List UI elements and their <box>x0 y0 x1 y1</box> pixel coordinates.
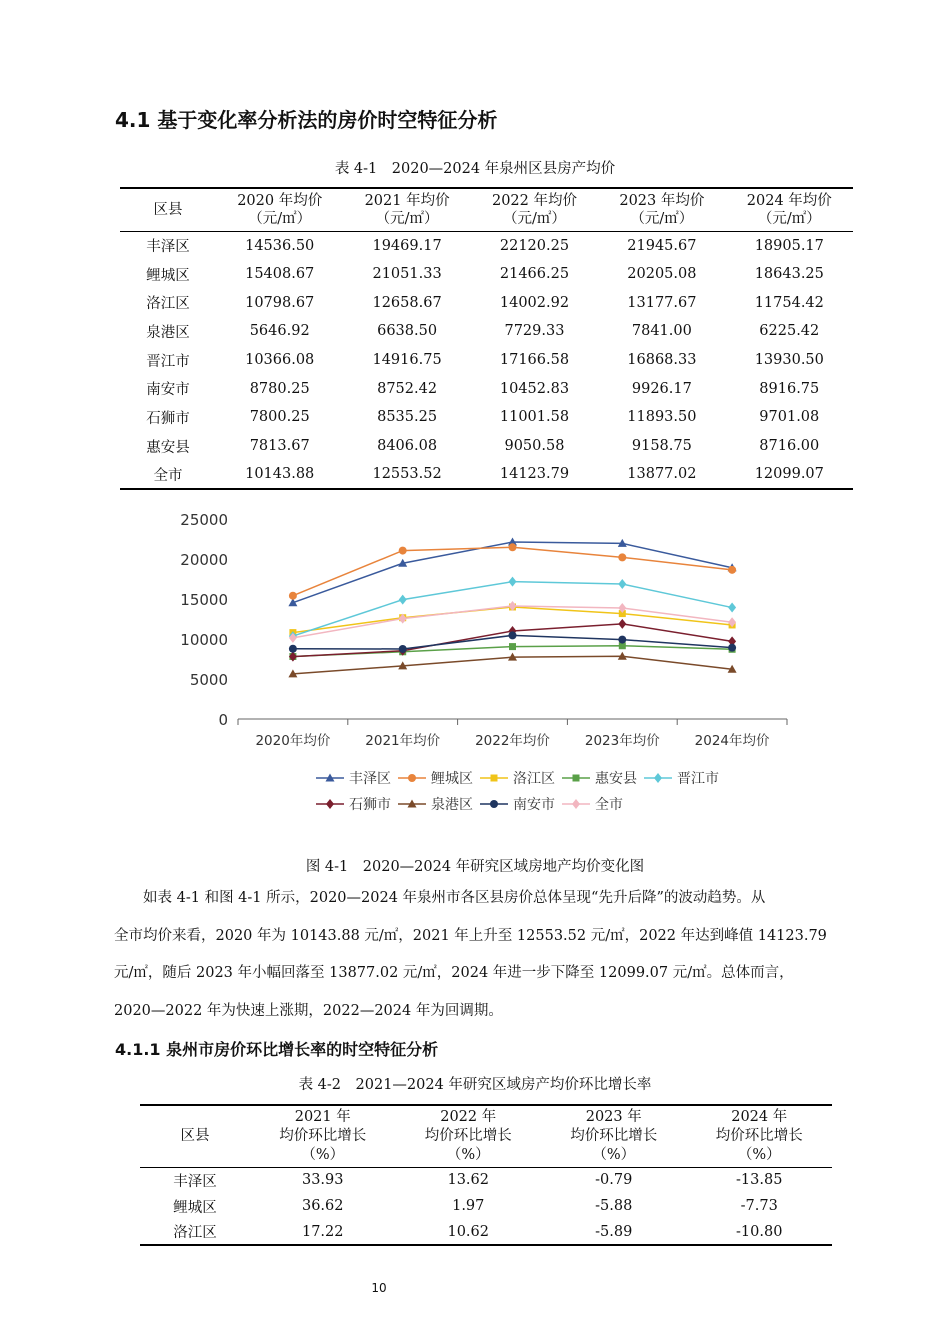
page-number: 10 <box>371 1281 387 1295</box>
y-tick-label: 25000 <box>180 511 228 529</box>
table1-header-2021: 2021 年均价 （元/㎡） <box>343 188 470 231</box>
data-point <box>509 543 517 551</box>
data-point <box>399 645 407 653</box>
legend-label: 南安市 <box>513 797 555 813</box>
data-point <box>728 566 736 574</box>
paragraph-line: 元/㎡，随后 2023 年小幅回落至 13877.02 元/㎡，2024 年进一步下降至 12099.07 元/㎡。总体而言， <box>114 965 794 981</box>
data-point <box>399 547 407 555</box>
table-row: 惠安县 7813.67 8406.08 9050.58 9158.75 8716.00 <box>146 438 820 456</box>
x-tick-label: 2023年均价 <box>584 733 660 749</box>
y-tick-label: 20000 <box>180 551 228 569</box>
x-tick-label: 2021年均价 <box>365 733 441 749</box>
table-row: 丰泽区 33.93 13.62 -0.79 -13.85 <box>173 1172 783 1190</box>
paragraph-line: 全市均价来看，2020 年为 10143.88 元/㎡，2021 年上升至 12553.52 元/㎡，2022 年达到峰值 14123.79 <box>114 927 827 944</box>
legend-marker <box>572 799 580 809</box>
data-point <box>618 579 626 589</box>
legend-label: 惠安县 <box>595 771 637 787</box>
legend-label: 泉港区 <box>431 797 473 813</box>
data-point <box>618 553 626 561</box>
table-row: 洛江区 17.22 10.62 -5.89 -10.80 <box>173 1223 783 1241</box>
data-point <box>728 644 736 652</box>
legend-label: 鲤城区 <box>431 771 473 787</box>
paragraph-line: 2020—2022 年为快速上涨期，2022—2024 年为回调期。 <box>114 1002 503 1019</box>
table1-header-2023: 2023 年均价 （元/㎡） <box>598 188 725 231</box>
data-point <box>728 603 736 613</box>
subsection-title: 4.1.1 泉州市房价环比增长率的时空特征分析 <box>115 1040 439 1059</box>
legend-label: 晋江市 <box>677 771 719 787</box>
table-row: 石狮市 7800.25 8535.25 11001.58 11893.50 9701.08 <box>146 409 820 427</box>
table-row: 洛江区 10798.67 12658.67 14002.92 13177.67 11754.42 <box>146 294 824 313</box>
table1-header-district: 区县 <box>120 188 216 231</box>
legend-marker <box>491 775 498 782</box>
legend-marker <box>326 799 334 809</box>
table-row: 全市 10143.88 12553.52 14123.79 13877.02 12099.07 <box>153 466 824 484</box>
table2-header-2022: 2022 年 均价环比增长 （%） <box>396 1105 542 1167</box>
body-paragraph <box>114 880 860 1030</box>
table2-header-2024: 2024 年 均价环比增长 （%） <box>687 1105 833 1167</box>
y-tick-label: 5000 <box>189 671 228 689</box>
legend-label: 丰泽区 <box>349 771 391 787</box>
data-point <box>509 631 517 639</box>
table2-header-district: 区县 <box>140 1105 250 1167</box>
data-point <box>509 577 517 587</box>
table-row: 丰泽区 14536.50 19469.17 22120.25 21945.67 18905.17 <box>146 237 824 256</box>
legend-marker <box>654 773 662 783</box>
legend-label: 全市 <box>595 797 623 813</box>
y-tick-label: 10000 <box>180 631 228 649</box>
table1-header-2020: 2020 年均价 （元/㎡） <box>216 188 343 231</box>
x-tick-label: 2020年均价 <box>255 733 331 749</box>
x-tick-label: 2024年均价 <box>694 733 770 749</box>
table-row: 南安市 8780.25 8752.42 10452.83 9926.17 8916.75 <box>146 380 820 399</box>
table-row: 鲤城区 15408.67 21051.33 21466.25 20205.08 18643.25 <box>146 266 824 284</box>
legend-label: 洛江区 <box>513 771 555 787</box>
y-tick-label: 0 <box>218 711 228 729</box>
table2-caption: 表 4-2 2021—2024 年研究区域房产均价环比增长率 <box>298 1077 652 1093</box>
table1-caption: 表 4-1 2020—2024 年泉州区县房产均价 <box>334 161 616 177</box>
table-row: 鲤城区 36.62 1.97 -5.88 -7.73 <box>173 1198 778 1216</box>
table-row: 晋江市 10366.08 14916.75 17166.58 16868.33 13930.50 <box>146 352 824 370</box>
data-point <box>289 592 297 600</box>
series-line <box>293 547 732 595</box>
table2-header-2021: 2021 年 均价环比增长 （%） <box>250 1105 396 1167</box>
figure1-caption: 图 4-1 2020—2024 年研究区域房地产均价变化图 <box>305 859 645 875</box>
table2-header-2023: 2023 年 均价环比增长 （%） <box>541 1105 687 1167</box>
table1-header-2024: 2024 年均价 （元/㎡） <box>726 188 853 231</box>
legend-marker <box>490 800 498 808</box>
paragraph-line: 如表 4-1 和图 4-1 所示，2020—2024 年泉州市各区县房价总体呈现“先升后降”的波动趋势。从 <box>114 890 766 906</box>
section-title: 4.1 基于变化率分析法的房价时空特征分析 <box>115 108 498 132</box>
y-tick-label: 15000 <box>180 591 228 609</box>
data-point <box>399 595 407 605</box>
legend-marker <box>408 774 416 782</box>
table-row: 泉港区 5646.92 6638.50 7729.33 7841.00 6225.42 <box>146 323 820 341</box>
table-4-2 <box>140 1104 832 1246</box>
legend-label: 石狮市 <box>349 797 391 813</box>
data-point <box>618 619 626 629</box>
legend-marker <box>573 775 580 782</box>
table1-header-2022: 2022 年均价 （元/㎡） <box>471 188 598 231</box>
x-tick-label: 2022年均价 <box>475 733 550 749</box>
data-point <box>509 643 516 650</box>
data-point <box>618 636 626 644</box>
data-point <box>289 645 297 653</box>
